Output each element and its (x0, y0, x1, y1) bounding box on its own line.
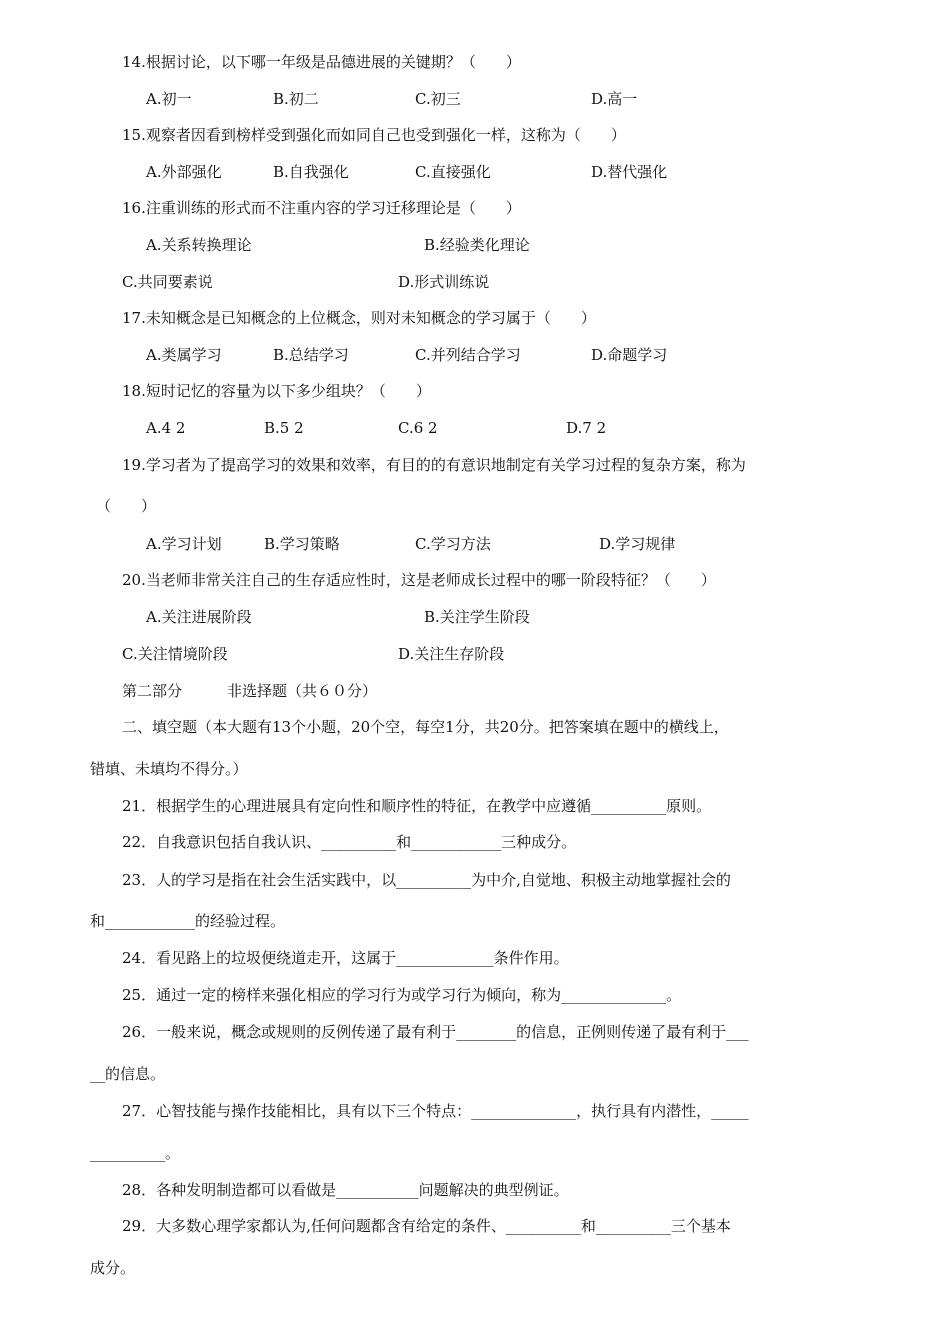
fill-question-25: 25．通过一定的榜样来强化相应的学习行为或学习行为倾向，称为______________。 (122, 986, 682, 1004)
question-17-option-b: B.总结学习 (273, 346, 349, 364)
question-19-option-a: A.学习计划 (146, 535, 222, 553)
question-15-option-c: C.直接强化 (415, 163, 491, 181)
question-14-option-d: D.高一 (591, 90, 638, 108)
fill-section-title: 二、填空题（本大题有13个小题，20个空，每空1分，共20分。把答案填在题中的横线上， (122, 718, 729, 736)
fill-question-21: 21．根据学生的心理进展具有定向性和顺序性的特征，在教学中应遵循__________原则。 (122, 797, 712, 815)
fill-question-26: 26．一般来说，概念或规则的反例传递了最有利于________的信息，正例则传递了最有利于___ (122, 1023, 749, 1041)
question-20-option-b: B.关注学生阶段 (424, 608, 530, 626)
question-15-stem: 15.观察者因看到榜样受到强化而如同自己也受到强化一样，这称为（ ） (122, 126, 626, 144)
question-14-option-b: B.初二 (273, 90, 319, 108)
question-19-stem: 19.学习者为了提高学习的效果和效率，有目的的有意识地制定有关学习过程的复杂方案，称为 (122, 456, 746, 474)
fill-question-27-cont: __________。 (90, 1144, 181, 1162)
question-18-option-c: C.6 2 (398, 419, 438, 437)
fill-question-24: 24．看见路上的垃圾便绕道走开，这属于_____________条件作用。 (122, 949, 569, 967)
question-18-stem: 18.短时记忆的容量为以下多少组块？（ ） (122, 382, 431, 400)
question-20-option-d: D.关注生存阶段 (398, 645, 505, 663)
question-20-option-a: A.关注进展阶段 (146, 608, 252, 626)
part-two-heading: 第二部分 非选择题（共６０分） (122, 682, 378, 700)
question-20-stem: 20.当老师非常关注自己的生存适应性时，这是老师成长过程中的哪一阶段特征？（ ） (122, 571, 716, 589)
fill-section-title-cont: 错填、未填均不得分。） (90, 760, 248, 778)
question-18-option-a: A.4 2 (146, 419, 186, 437)
fill-question-23-cont: 和____________的经验过程。 (90, 912, 286, 930)
fill-question-22: 22．自我意识包括自我认识、__________和____________三种成分。 (122, 833, 577, 851)
question-17-option-c: C.并列结合学习 (415, 346, 521, 364)
fill-question-29: 29．大多数心理学家都认为,任何问题都含有给定的条件、__________和__________三个基本 (122, 1217, 731, 1235)
question-19-option-c: C.学习方法 (415, 535, 491, 553)
question-20-option-c: C.关注情境阶段 (122, 645, 228, 663)
question-19-option-d: D.学习规律 (599, 535, 676, 553)
question-15-option-b: B.自我强化 (273, 163, 349, 181)
fill-question-23: 23．人的学习是指在社会生活实践中，以__________为中介,自觉地、积极主动地掌握社会的 (122, 871, 731, 889)
question-16-option-b: B.经验类化理论 (424, 236, 530, 254)
question-17-option-a: A.类属学习 (146, 346, 222, 364)
fill-question-26-cont: __的信息。 (90, 1065, 166, 1083)
question-18-option-d: D.7 2 (566, 419, 607, 437)
fill-question-28: 28．各种发明制造都可以看做是___________问题解决的典型例证。 (122, 1181, 569, 1199)
question-17-stem: 17.未知概念是已知概念的上位概念，则对未知概念的学习属于（ ） (122, 309, 596, 327)
question-14-option-a: A.初一 (146, 90, 192, 108)
question-19-option-b: B.学习策略 (264, 535, 340, 553)
question-16-option-c: C.共同要素说 (122, 273, 213, 291)
question-16-option-a: A.关系转换理论 (146, 236, 252, 254)
fill-question-27: 27．心智技能与操作技能相比，具有以下三个特点：______________，执行具有内潜性，_____ (122, 1102, 749, 1120)
question-16-stem: 16.注重训练的形式而不注重内容的学习迁移理论是（ ） (122, 199, 521, 217)
question-17-option-d: D.命题学习 (591, 346, 668, 364)
question-18-option-b: B.5 2 (264, 419, 304, 437)
question-16-option-d: D.形式训练说 (398, 273, 490, 291)
question-14-stem: 14.根据讨论，以下哪一年级是品德进展的关键期？（ ） (122, 53, 521, 71)
question-15-option-d: D.替代强化 (591, 163, 668, 181)
fill-question-29-cont: 成分。 (90, 1259, 136, 1277)
question-14-option-c: C.初三 (415, 90, 461, 108)
question-15-option-a: A.外部强化 (146, 163, 222, 181)
question-19-stem-cont: （ ） (96, 497, 157, 515)
